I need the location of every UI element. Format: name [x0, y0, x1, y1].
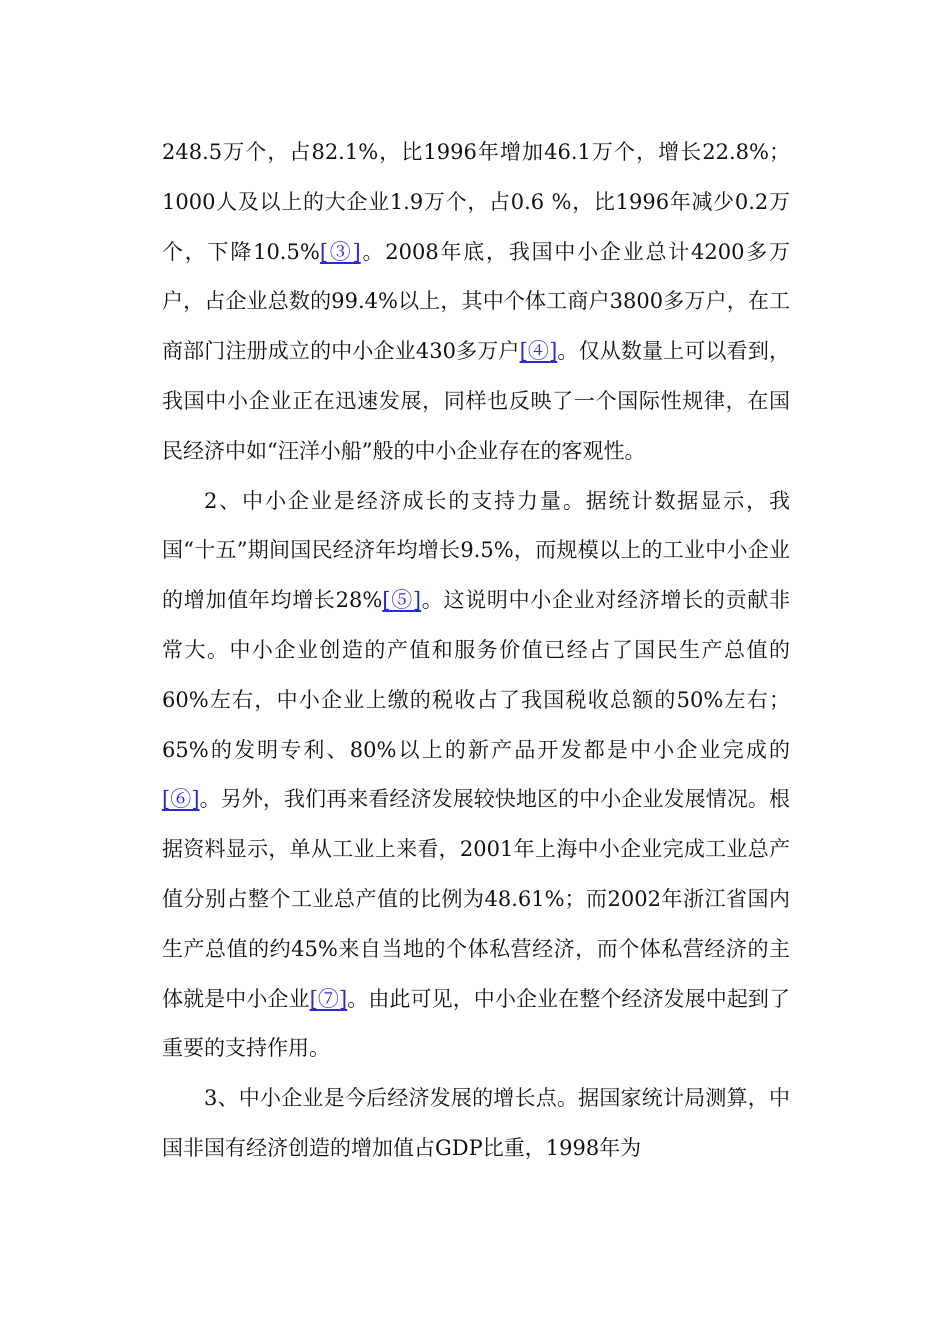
text-run: 。另外，我们再来看经济发展较快地区的中小企业发展情况。根据资料显示，单从工业上来看，2001年上海中小企业完成工业总产值分别占整个工业总产值的比例为48.61%；而2002年浙江省国内生产总值的约45%来自当地的个体私营经济，而个体私营经济的主体就是中小企业 — [162, 787, 790, 1011]
body-text — [162, 128, 790, 1174]
paragraph-2 — [162, 477, 790, 1075]
paragraph-3 — [162, 1074, 790, 1174]
text-run: 。仅从数量上可以看到，我国中小企业正在迅速发展，同样也反映了一个国际性规律，在国民经济中如“汪洋小船”般的中小企业存在的客观性。 — [162, 339, 790, 463]
footnote-link-4[interactable]: [④] — [519, 339, 558, 364]
text-run: 。由此可见，中小企业在整个经济发展中起到了重要的支持作用。 — [162, 986, 790, 1061]
footnote-link-3[interactable]: [③] — [319, 239, 361, 264]
text-run: 。2008年底，我国中小企业总计4200多万户，占企业总数的99.4%以上，其中个体工商户3800多万户，在工商部门注册成立的中小企业430多万户 — [162, 239, 790, 364]
footnote-link-5[interactable]: [⑤] — [382, 588, 422, 613]
text-run: 2、中小企业是经济成长的支持力量。据统计数据显示，我国“十五”期间国民经济年均增长9.5%，而规模以上的工业中小企业的增加值年均增长28% — [162, 488, 790, 613]
footnote-link-7[interactable]: [⑦] — [309, 986, 348, 1011]
text-run: 。这说明中小企业对经济增长的贡献非常大。中小企业创造的产值和服务价值已经占了国民生产总值的60%左右，中小企业上缴的税收占了我国税收总额的50%左右；65%的发明专利、80%以上的新产品开发都是中小企业完成的 — [162, 588, 791, 762]
text-run: 248.5万个，占82.1%，比1996年增加46.1万个，增长22.8%；1000人及以上的大企业1.9万个，占0.6 %，比1996年减少0.2万个，下降10.5% — [162, 140, 790, 264]
footnote-link-6[interactable]: [⑥] — [162, 787, 200, 812]
paragraph-1 — [162, 128, 790, 477]
text-run: 3、中小企业是今后经济发展的增长点。据国家统计局测算，中国非国有经济创造的增加值占GDP比重，1998年为 — [162, 1086, 790, 1160]
